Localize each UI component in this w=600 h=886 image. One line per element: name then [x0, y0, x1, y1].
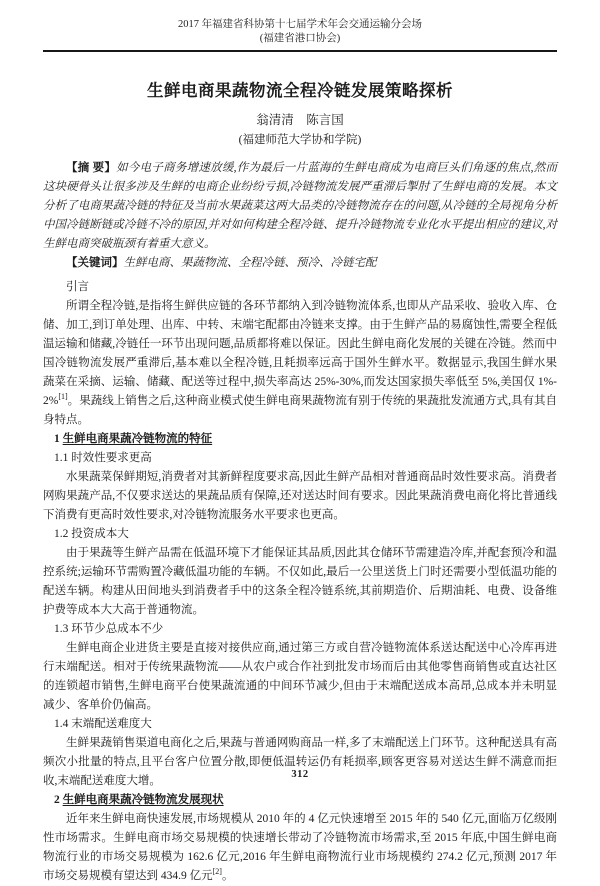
page-header	[43, 18, 557, 45]
paper-title: 生鲜电商果蔬物流全程冷链发展策略探析	[147, 81, 453, 100]
keywords-paragraph	[43, 254, 557, 273]
section-heading: 2 生鲜电商果蔬冷链物流发展现状	[54, 794, 224, 806]
heading-underlined-text: 生鲜电商果蔬冷链物流的特征	[62, 433, 213, 445]
abstract-text: 如今电子商务增速放缓,作为最后一片蓝海的生鲜电商成为电商巨头们角逐的焦点,然而这块硬骨头让很多涉及生鲜的电商企业纷纷亏损,冷链物流发展严重滞后掣肘了生鲜电商的发展。本文分析了电商果蔬冷链的特征及当前水果蔬菜这两大品类的冷链物流存在的问题,从冷链的全局视角分析中国冷链断链或冷链不冷的原因,并对如何构建全程冷链、提升冷链物流专业化水平提出相应的建议,对生鲜电商突破瓶颈有着重大意义。	[43, 162, 557, 250]
body-blocks	[43, 278, 557, 886]
heading-underlined-text: 生鲜电商果蔬冷链物流发展现状	[62, 794, 224, 806]
citation-ref: [1]	[58, 392, 68, 402]
section-heading: 1.3 环节少总成本不少	[54, 623, 164, 635]
citation-ref: [2]	[212, 867, 222, 877]
header-line1: 2017 年福建省科协第十七届学术年会交通运输分会场	[177, 19, 423, 30]
section-heading: 1.1 时效性要求更高	[54, 452, 152, 464]
abstract-section	[43, 159, 557, 273]
paragraph: 由于果蔬等生鲜产品需在低温环境下才能保证其品质,因此其仓储环节需建造冷库,并配套预冷和温控系统;运输环节需购置冷藏低温功能的车辆。不仅如此,最后一公里送货上门时还需要小型低温功能的配送车辆。构建从田间地头到消费者手中的这条全程冷链系统,其前期造价、后期油耗、电费、设备维护费等成本大大高于普通物流。	[43, 547, 557, 616]
paragraph: 近年来生鲜电商快速发展,市场规模从 2010 年的 4 亿元快速增至 2015 年的 540 亿元,面临万亿级刚性市场需求。生鲜电商市场交易规模的快速增长带动了冷链物流市场需求,至 2015 年底,中国生鲜电商物流行业的市场交易规模为 162.6 亿元,2016 年生鲜电商物流行业市场规模约 274.2 亿元,预测 2017 年市场交易规模有望达到 434.9 亿元[2]。	[43, 813, 557, 882]
section-heading: 1.2 投资成本大	[54, 528, 129, 540]
keywords-text: 生鲜电商、果蔬物流、全程冷链、预冷、冷链宅配	[123, 257, 377, 269]
section-heading: 1.4 末端配送难度大	[54, 718, 152, 730]
paper-authors: 翁清清 陈言国	[256, 113, 344, 127]
page-number: 312	[291, 769, 309, 780]
paragraph: 引言	[66, 281, 89, 293]
header-line2: (福建省港口协会)	[259, 32, 341, 44]
header-divider	[43, 50, 557, 52]
paper-affiliation: (福建师范大学协和学院)	[238, 134, 362, 146]
abstract-label: 【摘 要】	[66, 162, 117, 174]
keywords-label: 【关键词】	[66, 257, 124, 269]
paragraph: 所谓全程冷链,是指将生鲜供应链的各环节都纳入到冷链物流体系,也即从产品采收、验收入库、仓储、加工,到订单处理、出库、中转、末端宅配都由冷链来支撑。由于生鲜产品的易腐蚀性,需要全程低温运输和储藏,冷链任一环节出现问题,品质都将难以保证。因此生鲜电商化发展的关键在冷链。然而中国冷链物流发展严重滞后,基本难以全程冷链,且耗损率远高于国外生鲜水平。数据显示,我国生鲜水果蔬菜在采摘、运输、储藏、配送等过程中,损失率高达 25%-30%,而发达国家损失率低至 5%,美国仅 1%-2%[1]。果蔬线上销售之后,这种商业模式使生鲜电商果蔬物流有别于传统的果蔬批发流通方式,具有其自身特点。	[43, 300, 557, 426]
section-heading: 1 生鲜电商果蔬冷链物流的特征	[54, 433, 213, 445]
paragraph: 水果蔬菜保鲜期短,消费者对其新鲜程度要求高,因此生鲜产品相对普通商品时效性要求高。消费者网购果蔬产品,不仅要求送达的果蔬品质有保障,还对送达时间有要求。因此果蔬消费电商化将比普通线下消费有更高时效性要求,对冷链物流服务水平要求也更高。	[43, 471, 557, 521]
paragraph: 生鲜果蔬销售渠道电商化之后,果蔬与普通网购商品一样,多了末端配送上门环节。这种配送具有高频次小批量的特点,且平台客户位置分散,即便低温转运仍有耗损率,顾客更容易对送达生鲜不满意而拒收,末端配送难度大增。	[43, 737, 557, 787]
paragraph: 生鲜电商企业进货主要是直接对接供应商,通过第三方或自营冷链物流体系送达配送中心冷库再进行末端配送。相对于传统果蔬物流——从农户或合作社到批发市场而后由其他零售商销售或直达社区的连锁超市销售,生鲜电商平台使果蔬流通的中间环节减少,但由于末端配送成本高昂,总成本并未明显减少、客单价仍偏高。	[43, 642, 557, 711]
abstract-paragraph	[43, 159, 557, 254]
